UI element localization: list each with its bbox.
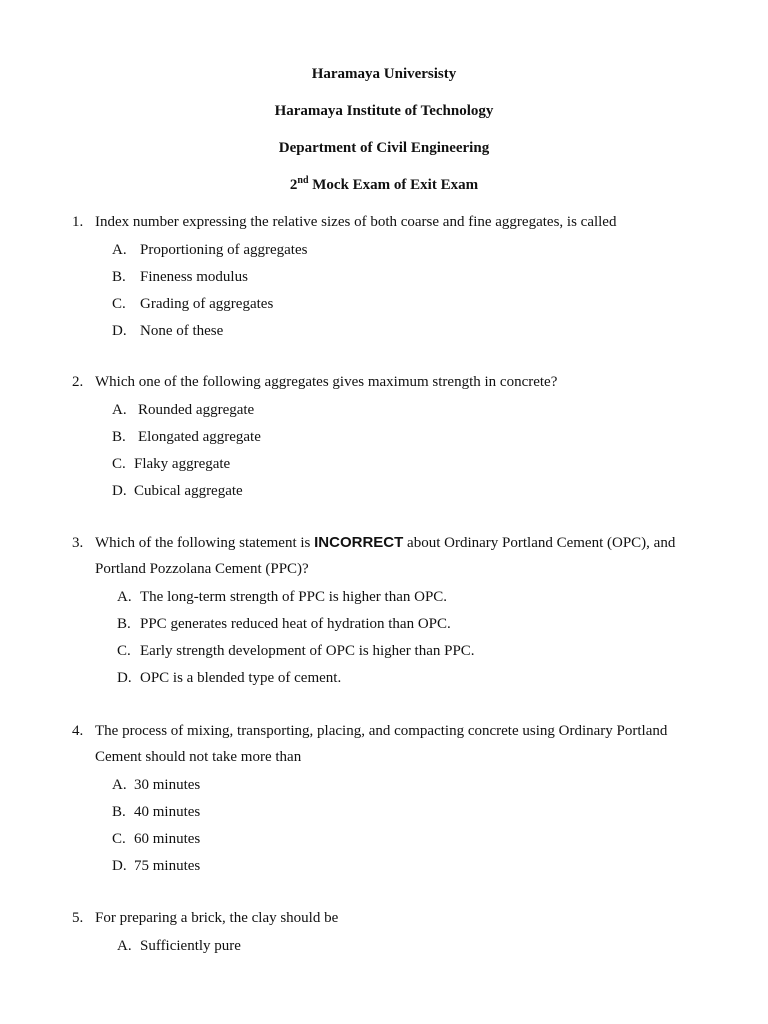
option-4a xyxy=(112,775,200,795)
option-letter: D. xyxy=(112,483,127,499)
question-number: 2. xyxy=(72,374,84,390)
option-5a xyxy=(117,936,241,956)
question-number: 1. xyxy=(72,214,84,230)
option-text: Elongated aggregate xyxy=(138,429,261,445)
option-2d xyxy=(112,481,243,501)
exam-ordinal: 2 xyxy=(289,177,298,193)
option-1a xyxy=(112,240,307,260)
question-3 xyxy=(72,530,692,582)
option-letter: A. xyxy=(117,589,132,605)
question-number: 4. xyxy=(72,723,84,739)
option-1b xyxy=(112,267,248,287)
option-letter: D. xyxy=(112,323,127,339)
question-text: The process of mixing, transporting, placing, and compacting concrete using Ordinary Portland Cement should not take more than xyxy=(95,723,668,765)
question-4 xyxy=(72,718,692,770)
exam-ordinal-suffix: nd xyxy=(297,175,309,186)
question-text-part: Which of the following statement is xyxy=(95,535,315,551)
question-number: 3. xyxy=(72,535,84,551)
option-1d xyxy=(112,321,223,341)
institute-name: Haramaya Institute of Technology xyxy=(274,103,494,119)
option-text: Fineness modulus xyxy=(140,269,248,285)
question-1 xyxy=(72,209,692,235)
option-letter: D. xyxy=(112,858,127,874)
option-text: 30 minutes xyxy=(134,777,201,793)
question-text: For preparing a brick, the clay should be xyxy=(95,910,339,926)
option-letter: A. xyxy=(117,938,132,954)
option-3d xyxy=(117,668,341,688)
option-4b xyxy=(112,802,200,822)
option-letter: A. xyxy=(112,777,127,793)
option-text: Cubical aggregate xyxy=(134,483,243,499)
option-letter: C. xyxy=(112,456,126,472)
option-3b xyxy=(117,614,451,634)
option-2a xyxy=(112,400,254,420)
option-letter: B. xyxy=(112,804,126,820)
option-text: Proportioning of aggregates xyxy=(140,242,308,258)
university-name: Haramaya Universisty xyxy=(311,66,457,82)
question-text: Index number expressing the relative sizes of both coarse and fine aggregates, is called xyxy=(95,214,617,230)
exam-title-text: Mock Exam of Exit Exam xyxy=(308,177,479,193)
option-text: The long-term strength of PPC is higher than OPC. xyxy=(140,589,448,605)
question-5 xyxy=(72,905,692,931)
option-letter: B. xyxy=(112,429,126,445)
option-text: None of these xyxy=(140,323,224,339)
option-3a xyxy=(117,587,447,607)
option-letter: C. xyxy=(112,831,126,847)
option-text: 75 minutes xyxy=(134,858,201,874)
question-text: Which one of the following aggregates gives maximum strength in concrete? xyxy=(95,374,558,390)
option-4c xyxy=(112,829,200,849)
question-number: 5. xyxy=(72,910,84,926)
option-2c xyxy=(112,454,230,474)
option-text: Sufficiently pure xyxy=(140,938,241,954)
option-text: Early strength development of OPC is higher than PPC. xyxy=(140,643,475,659)
option-text: Grading of aggregates xyxy=(140,296,274,312)
emphasis-incorrect: INCORRECT xyxy=(314,534,404,551)
option-letter: B. xyxy=(112,269,126,285)
exam-title xyxy=(0,175,768,195)
question-text xyxy=(95,530,692,582)
option-letter: A. xyxy=(112,242,127,258)
option-text: Flaky aggregate xyxy=(134,456,231,472)
option-letter: B. xyxy=(117,616,131,632)
question-2 xyxy=(72,369,692,395)
option-text: 40 minutes xyxy=(134,804,201,820)
option-2b xyxy=(112,427,261,447)
option-4d xyxy=(112,856,200,876)
option-letter: D. xyxy=(117,670,132,686)
option-letter: C. xyxy=(112,296,126,312)
department-name: Department of Civil Engineering xyxy=(278,140,490,156)
option-letter: A. xyxy=(112,402,127,418)
option-text: 60 minutes xyxy=(134,831,201,847)
option-1c xyxy=(112,294,273,314)
option-3c xyxy=(117,641,475,661)
option-letter: C. xyxy=(117,643,131,659)
option-text: OPC is a blended type of cement. xyxy=(140,670,342,686)
question-text-part: about Ordinary Portland Cement (OPC), and Portland Pozzolana Cement (PPC)? xyxy=(95,535,676,577)
option-text: PPC generates reduced heat of hydration than OPC. xyxy=(140,616,451,632)
option-text: Rounded aggregate xyxy=(138,402,255,418)
